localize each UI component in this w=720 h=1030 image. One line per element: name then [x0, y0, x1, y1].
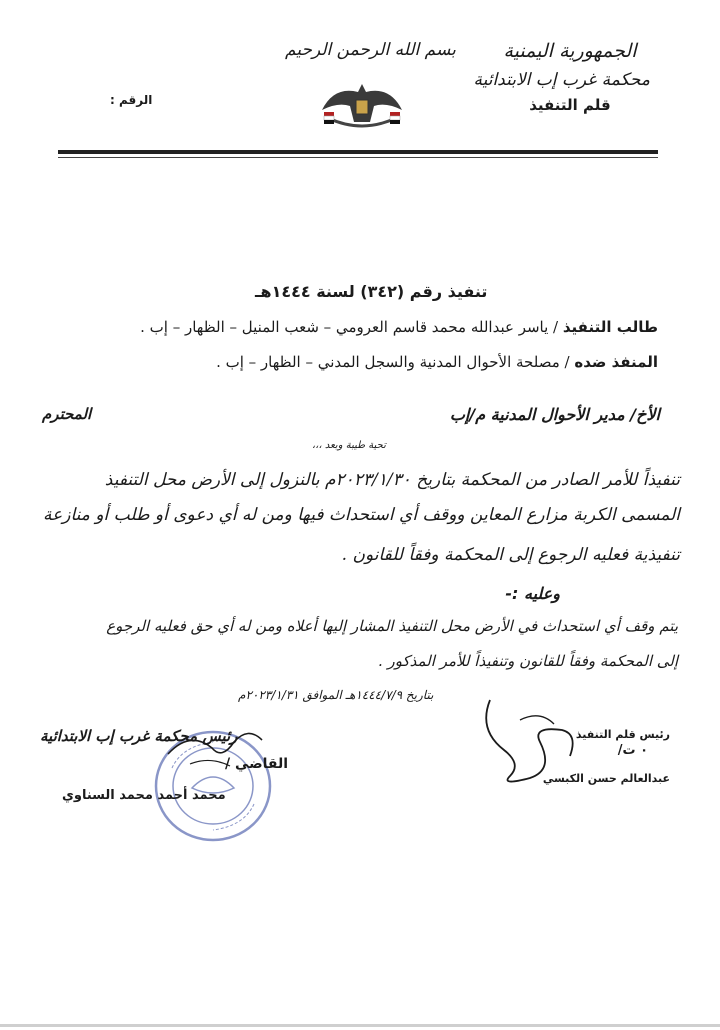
issue-date: بتاريخ ١٤٤٤/٧/٩هـ الموافق ٢٠٢٣/١/٣١م — [238, 688, 434, 702]
country-name: الجمهورية اليمنية — [503, 40, 637, 62]
clerk-title: رئيس قلم التنفيذ — [575, 728, 670, 741]
executed-against-line — [216, 353, 658, 371]
respected-label: المحترم — [42, 405, 92, 423]
paragraph2-line1: يتم وقف أي استحداث في الأرض محل التنفيذ المشار إليها أعلاه ومن له أي حق فعليه الرجوع — [106, 617, 678, 635]
eagle-emblem-icon — [312, 68, 412, 140]
basmala: بسم الله الرحمن الرحيم — [285, 40, 456, 60]
judge-name: محمد أحمد محمد السناوي — [62, 788, 226, 803]
paragraph1-line2: المسمى الكربة مزارع المعاين ووقف أي استحداث فيها ومن له أي دعوى أو طلب أو منازعة — [43, 505, 680, 525]
executed-value: / مصلحة الأحوال المدنية والسجل المدني – الظهار – إب . — [216, 353, 570, 371]
court-president-title: رئيس محكمة غرب إب الابتدائية — [40, 727, 238, 745]
requester-line — [140, 318, 658, 336]
reference-label: الرقم : — [110, 93, 153, 107]
execution-title: تنفيذ رقم (٣٤٢) لسنة ١٤٤٤هـ — [255, 282, 488, 301]
requester-label: طالب التنفيذ — [562, 318, 658, 336]
requester-value: / ياسر عبدالله محمد قاسم العرومي – شعب المنيل – الظهار – إب . — [140, 318, 559, 336]
court-name: محكمة غرب إب الابتدائية — [473, 70, 650, 90]
letterhead — [473, 40, 650, 114]
executed-label: المنفذ ضده — [574, 353, 658, 371]
page-edge — [0, 1024, 720, 1027]
clerk-prefix: ٠ ت/ — [617, 743, 648, 758]
header-divider — [58, 150, 658, 154]
greeting: تحية طيبة وبعد ،،، — [312, 440, 386, 451]
conclusion-label: وعليه :- — [505, 584, 560, 603]
paragraph1-line1: تنفيذاً للأمر الصادر من المحكمة بتاريخ ٢٠٢٣/١/٣٠م بالنزول إلى الأرض محل التنفيذ — [104, 470, 680, 490]
addressee: الأخ/ مدير الأحوال المدنية م/إب — [449, 405, 660, 424]
header-divider-thin — [58, 157, 658, 158]
judge-label: القاضي / — [225, 756, 289, 772]
paragraph1-line3: تنفيذية فعليه الرجوع إلى المحكمة وفقاً للقانون . — [341, 545, 680, 565]
department-name: قلم التنفيذ — [529, 96, 611, 114]
clerk-name: عبدالعالم حسن الكبسي — [542, 772, 670, 785]
paragraph2-line2: إلى المحكمة وفقاً للقانون وتنفيذاً للأمر المذكور . — [377, 652, 678, 670]
